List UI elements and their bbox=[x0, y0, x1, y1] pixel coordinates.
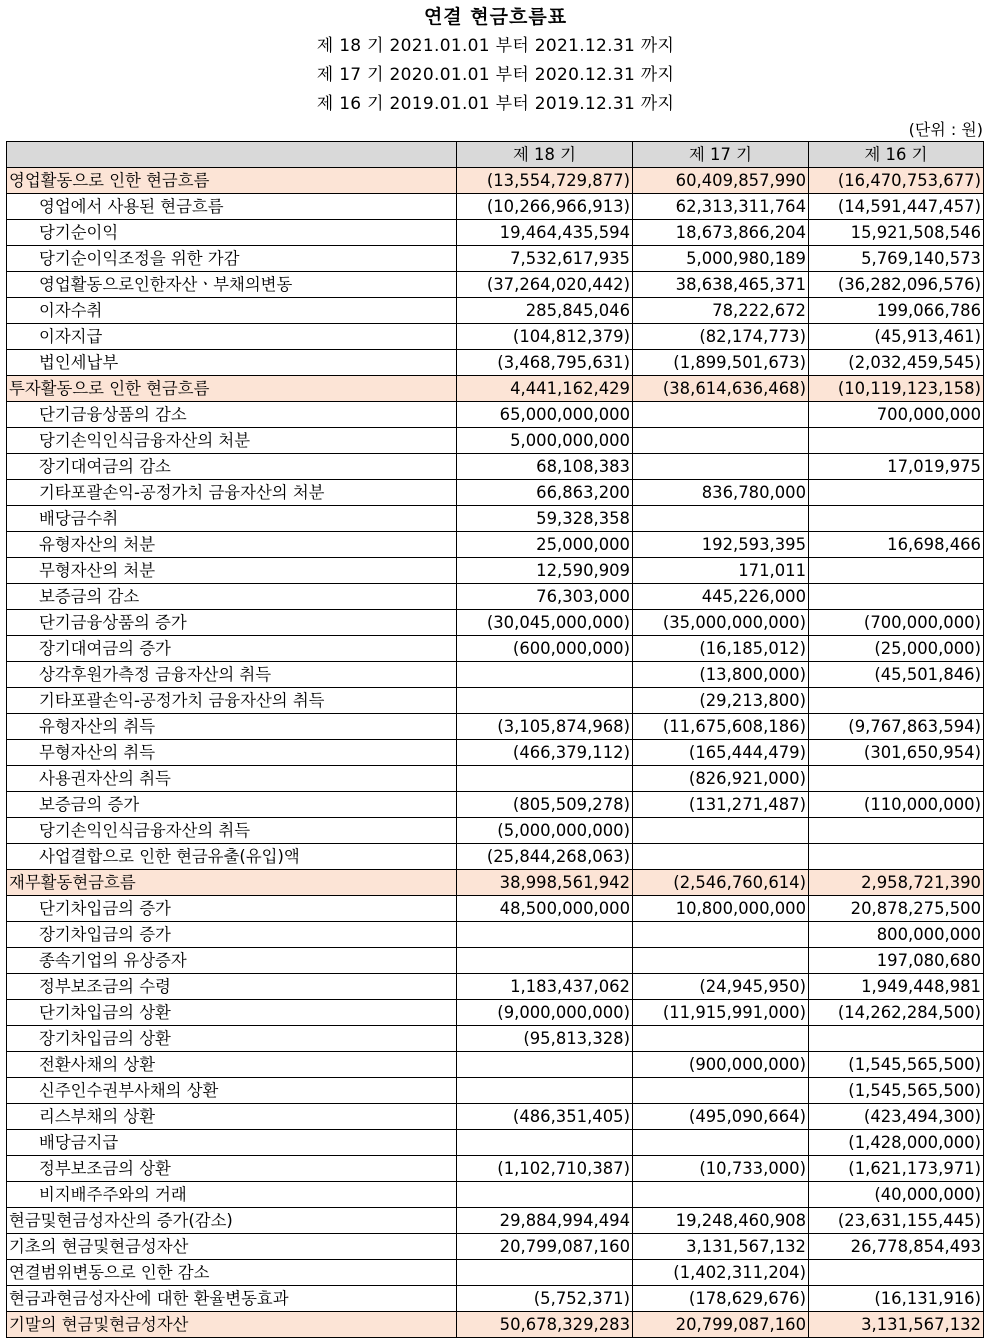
value-cell bbox=[457, 1260, 633, 1286]
value-cell: (2,032,459,545) bbox=[809, 350, 984, 376]
value-cell: 62,313,311,764 bbox=[633, 194, 809, 220]
table-row bbox=[7, 870, 984, 896]
table-row bbox=[7, 1000, 984, 1026]
value-cell bbox=[457, 1182, 633, 1208]
table-row bbox=[7, 714, 984, 740]
value-cell: (82,174,773) bbox=[633, 324, 809, 350]
value-cell bbox=[457, 766, 633, 792]
row-label: 상각후원가측정 금융자산의 취득 bbox=[7, 662, 457, 688]
value-cell: 700,000,000 bbox=[809, 402, 984, 428]
table-row bbox=[7, 1286, 984, 1312]
row-label: 이자지급 bbox=[7, 324, 457, 350]
value-cell: (16,470,753,677) bbox=[809, 168, 984, 194]
value-cell: 68,108,383 bbox=[457, 454, 633, 480]
value-cell bbox=[633, 506, 809, 532]
value-cell: 38,638,465,371 bbox=[633, 272, 809, 298]
value-cell: (131,271,487) bbox=[633, 792, 809, 818]
row-label: 재무활동현금흐름 bbox=[7, 870, 457, 896]
value-cell: (35,000,000,000) bbox=[633, 610, 809, 636]
row-label: 당기손익인식금융자산의 처분 bbox=[7, 428, 457, 454]
table-row bbox=[7, 402, 984, 428]
row-label: 보증금의 감소 bbox=[7, 584, 457, 610]
period-line-16: 제 16 기 2019.01.01 부터 2019.12.31 까지 bbox=[316, 94, 675, 114]
table-row bbox=[7, 844, 984, 870]
table-row bbox=[7, 740, 984, 766]
value-cell: 20,878,275,500 bbox=[809, 896, 984, 922]
table-row bbox=[7, 610, 984, 636]
value-cell: 3,131,567,132 bbox=[809, 1312, 984, 1338]
value-cell: 29,884,994,494 bbox=[457, 1208, 633, 1234]
value-cell: (38,614,636,468) bbox=[633, 376, 809, 402]
row-label: 장기차입금의 증가 bbox=[7, 922, 457, 948]
row-label: 사업결합으로 인한 현금유출(유입)액 bbox=[7, 844, 457, 870]
value-cell: 59,328,358 bbox=[457, 506, 633, 532]
value-cell: (3,468,795,631) bbox=[457, 350, 633, 376]
value-cell: (1,545,565,500) bbox=[809, 1078, 984, 1104]
statement-title: 연결 현금흐름표 bbox=[423, 6, 568, 28]
value-cell bbox=[457, 662, 633, 688]
value-cell bbox=[809, 480, 984, 506]
value-cell: (13,800,000) bbox=[633, 662, 809, 688]
value-cell: (466,379,112) bbox=[457, 740, 633, 766]
value-cell: (45,501,846) bbox=[809, 662, 984, 688]
value-cell: 38,998,561,942 bbox=[457, 870, 633, 896]
value-cell bbox=[633, 1026, 809, 1052]
value-cell: (37,264,020,442) bbox=[457, 272, 633, 298]
table-row bbox=[7, 1208, 984, 1234]
value-cell bbox=[633, 948, 809, 974]
row-label: 당기손익인식금융자산의 취득 bbox=[7, 818, 457, 844]
table-row bbox=[7, 1078, 984, 1104]
value-cell: 1,949,448,981 bbox=[809, 974, 984, 1000]
table-row bbox=[7, 194, 984, 220]
value-cell bbox=[809, 844, 984, 870]
value-cell: 50,678,329,283 bbox=[457, 1312, 633, 1338]
value-cell bbox=[633, 1182, 809, 1208]
value-cell bbox=[633, 1078, 809, 1104]
value-cell: (95,813,328) bbox=[457, 1026, 633, 1052]
table-row bbox=[7, 220, 984, 246]
row-label: 리스부채의 상환 bbox=[7, 1104, 457, 1130]
row-label: 정부보조금의 상환 bbox=[7, 1156, 457, 1182]
value-cell bbox=[809, 818, 984, 844]
row-label: 이자수취 bbox=[7, 298, 457, 324]
header-period-16: 제 16 기 bbox=[809, 142, 984, 168]
row-label: 연결범위변동으로 인한 감소 bbox=[7, 1260, 457, 1286]
value-cell bbox=[809, 506, 984, 532]
value-cell bbox=[809, 558, 984, 584]
value-cell: (301,650,954) bbox=[809, 740, 984, 766]
value-cell bbox=[633, 402, 809, 428]
table-row bbox=[7, 454, 984, 480]
value-cell: (14,591,447,457) bbox=[809, 194, 984, 220]
table-row bbox=[7, 246, 984, 272]
value-cell bbox=[633, 428, 809, 454]
table-row bbox=[7, 1130, 984, 1156]
value-cell: (1,621,173,971) bbox=[809, 1156, 984, 1182]
row-label: 무형자산의 취득 bbox=[7, 740, 457, 766]
table-row bbox=[7, 792, 984, 818]
row-label: 정부보조금의 수령 bbox=[7, 974, 457, 1000]
value-cell bbox=[809, 584, 984, 610]
value-cell: 20,799,087,160 bbox=[457, 1234, 633, 1260]
value-cell: 60,409,857,990 bbox=[633, 168, 809, 194]
table-row bbox=[7, 376, 984, 402]
value-cell: (2,546,760,614) bbox=[633, 870, 809, 896]
value-cell: (110,000,000) bbox=[809, 792, 984, 818]
row-label: 현금및현금성자산의 증가(감소) bbox=[7, 1208, 457, 1234]
value-cell: (5,000,000,000) bbox=[457, 818, 633, 844]
value-cell bbox=[809, 1026, 984, 1052]
value-cell: 3,131,567,132 bbox=[633, 1234, 809, 1260]
value-cell bbox=[633, 818, 809, 844]
value-cell: (495,090,664) bbox=[633, 1104, 809, 1130]
value-cell bbox=[809, 688, 984, 714]
value-cell bbox=[457, 688, 633, 714]
value-cell: (11,915,991,000) bbox=[633, 1000, 809, 1026]
table-row bbox=[7, 766, 984, 792]
row-label: 단기금융상품의 증가 bbox=[7, 610, 457, 636]
header-period-17: 제 17 기 bbox=[633, 142, 809, 168]
table-row bbox=[7, 350, 984, 376]
row-label: 장기차입금의 상환 bbox=[7, 1026, 457, 1052]
row-label: 유형자산의 처분 bbox=[7, 532, 457, 558]
row-label: 영업활동으로인한자산ㆍ부채의변동 bbox=[7, 272, 457, 298]
value-cell: 16,698,466 bbox=[809, 532, 984, 558]
value-cell: (3,105,874,968) bbox=[457, 714, 633, 740]
row-label: 당기순이익 bbox=[7, 220, 457, 246]
row-label: 기말의 현금및현금성자산 bbox=[7, 1312, 457, 1338]
value-cell bbox=[457, 1052, 633, 1078]
value-cell: (16,185,012) bbox=[633, 636, 809, 662]
row-label: 비지배주주와의 거래 bbox=[7, 1182, 457, 1208]
row-label: 종속기업의 유상증자 bbox=[7, 948, 457, 974]
value-cell: 2,958,721,390 bbox=[809, 870, 984, 896]
value-cell: 5,769,140,573 bbox=[809, 246, 984, 272]
value-cell: 78,222,672 bbox=[633, 298, 809, 324]
value-cell: (1,102,710,387) bbox=[457, 1156, 633, 1182]
row-label: 사용권자산의 취득 bbox=[7, 766, 457, 792]
table-row bbox=[7, 558, 984, 584]
row-label: 현금과현금성자산에 대한 환율변동효과 bbox=[7, 1286, 457, 1312]
row-label: 기초의 현금및현금성자산 bbox=[7, 1234, 457, 1260]
table-row bbox=[7, 1026, 984, 1052]
value-cell: 192,593,395 bbox=[633, 532, 809, 558]
value-cell bbox=[809, 766, 984, 792]
value-cell: (9,767,863,594) bbox=[809, 714, 984, 740]
value-cell: (900,000,000) bbox=[633, 1052, 809, 1078]
row-label: 단기금융상품의 감소 bbox=[7, 402, 457, 428]
period-line-17: 제 17 기 2020.01.01 부터 2020.12.31 까지 bbox=[316, 65, 675, 85]
value-cell: (178,629,676) bbox=[633, 1286, 809, 1312]
value-cell: 76,303,000 bbox=[457, 584, 633, 610]
value-cell: (25,000,000) bbox=[809, 636, 984, 662]
value-cell: 25,000,000 bbox=[457, 532, 633, 558]
value-cell bbox=[457, 922, 633, 948]
table-row bbox=[7, 636, 984, 662]
row-label: 기타포괄손익-공정가치 금융자산의 취득 bbox=[7, 688, 457, 714]
row-label: 신주인수권부사채의 상환 bbox=[7, 1078, 457, 1104]
value-cell: (1,899,501,673) bbox=[633, 350, 809, 376]
table-row bbox=[7, 168, 984, 194]
value-cell: (805,509,278) bbox=[457, 792, 633, 818]
table-row bbox=[7, 1234, 984, 1260]
header-row bbox=[7, 142, 984, 168]
value-cell: (9,000,000,000) bbox=[457, 1000, 633, 1026]
row-label: 보증금의 증가 bbox=[7, 792, 457, 818]
table-row bbox=[7, 532, 984, 558]
value-cell: 19,464,435,594 bbox=[457, 220, 633, 246]
value-cell bbox=[633, 922, 809, 948]
table-row bbox=[7, 896, 984, 922]
value-cell: (10,266,966,913) bbox=[457, 194, 633, 220]
value-cell: (486,351,405) bbox=[457, 1104, 633, 1130]
value-cell: (24,945,950) bbox=[633, 974, 809, 1000]
value-cell bbox=[457, 1078, 633, 1104]
table-row bbox=[7, 688, 984, 714]
table-row bbox=[7, 584, 984, 610]
value-cell: (13,554,729,877) bbox=[457, 168, 633, 194]
row-label: 장기대여금의 감소 bbox=[7, 454, 457, 480]
row-label: 단기차입금의 상환 bbox=[7, 1000, 457, 1026]
table-row bbox=[7, 922, 984, 948]
value-cell: 836,780,000 bbox=[633, 480, 809, 506]
table-row bbox=[7, 1260, 984, 1286]
value-cell: (14,262,284,500) bbox=[809, 1000, 984, 1026]
value-cell: 4,441,162,429 bbox=[457, 376, 633, 402]
table-row bbox=[7, 1182, 984, 1208]
value-cell: 197,080,680 bbox=[809, 948, 984, 974]
value-cell: 19,248,460,908 bbox=[633, 1208, 809, 1234]
row-label: 장기대여금의 증가 bbox=[7, 636, 457, 662]
value-cell: (1,402,311,204) bbox=[633, 1260, 809, 1286]
row-label: 배당금지급 bbox=[7, 1130, 457, 1156]
value-cell bbox=[633, 844, 809, 870]
header-label-col bbox=[7, 142, 457, 168]
value-cell: (1,545,565,500) bbox=[809, 1052, 984, 1078]
value-cell: (5,752,371) bbox=[457, 1286, 633, 1312]
value-cell: 199,066,786 bbox=[809, 298, 984, 324]
table-row bbox=[7, 298, 984, 324]
table-row bbox=[7, 948, 984, 974]
row-label: 배당금수취 bbox=[7, 506, 457, 532]
row-label: 전환사채의 상환 bbox=[7, 1052, 457, 1078]
table-row bbox=[7, 662, 984, 688]
value-cell: 65,000,000,000 bbox=[457, 402, 633, 428]
value-cell bbox=[633, 454, 809, 480]
value-cell: 20,799,087,160 bbox=[633, 1312, 809, 1338]
value-cell: 12,590,909 bbox=[457, 558, 633, 584]
table-row bbox=[7, 974, 984, 1000]
value-cell: (30,045,000,000) bbox=[457, 610, 633, 636]
value-cell: (25,844,268,063) bbox=[457, 844, 633, 870]
value-cell: (10,119,123,158) bbox=[809, 376, 984, 402]
table-row bbox=[7, 480, 984, 506]
table-row bbox=[7, 1156, 984, 1182]
row-label: 법인세납부 bbox=[7, 350, 457, 376]
value-cell: (165,444,479) bbox=[633, 740, 809, 766]
table-row bbox=[7, 1052, 984, 1078]
value-cell: (826,921,000) bbox=[633, 766, 809, 792]
value-cell bbox=[457, 1130, 633, 1156]
value-cell: (423,494,300) bbox=[809, 1104, 984, 1130]
value-cell bbox=[809, 1260, 984, 1286]
value-cell: 285,845,046 bbox=[457, 298, 633, 324]
value-cell: 66,863,200 bbox=[457, 480, 633, 506]
value-cell: 48,500,000,000 bbox=[457, 896, 633, 922]
table-row bbox=[7, 272, 984, 298]
value-cell: 18,673,866,204 bbox=[633, 220, 809, 246]
value-cell: 17,019,975 bbox=[809, 454, 984, 480]
table-row bbox=[7, 506, 984, 532]
row-label: 기타포괄손익-공정가치 금융자산의 처분 bbox=[7, 480, 457, 506]
row-label: 영업에서 사용된 현금흐름 bbox=[7, 194, 457, 220]
value-cell: (104,812,379) bbox=[457, 324, 633, 350]
header-period-18: 제 18 기 bbox=[457, 142, 633, 168]
table-row bbox=[7, 818, 984, 844]
value-cell: (40,000,000) bbox=[809, 1182, 984, 1208]
value-cell: (16,131,916) bbox=[809, 1286, 984, 1312]
value-cell bbox=[457, 948, 633, 974]
value-cell: 800,000,000 bbox=[809, 922, 984, 948]
value-cell: (36,282,096,576) bbox=[809, 272, 984, 298]
value-cell: 5,000,980,189 bbox=[633, 246, 809, 272]
row-label: 영업활동으로 인한 현금흐름 bbox=[7, 168, 457, 194]
value-cell: (700,000,000) bbox=[809, 610, 984, 636]
row-label: 무형자산의 처분 bbox=[7, 558, 457, 584]
row-label: 당기순이익조정을 위한 가감 bbox=[7, 246, 457, 272]
period-line-18: 제 18 기 2021.01.01 부터 2021.12.31 까지 bbox=[316, 36, 675, 56]
table-row bbox=[7, 428, 984, 454]
value-cell: 15,921,508,546 bbox=[809, 220, 984, 246]
table-row bbox=[7, 1104, 984, 1130]
unit-label: (단위 : 원) bbox=[908, 120, 983, 139]
value-cell: (600,000,000) bbox=[457, 636, 633, 662]
value-cell: 5,000,000,000 bbox=[457, 428, 633, 454]
value-cell: (11,675,608,186) bbox=[633, 714, 809, 740]
row-label: 단기차입금의 증가 bbox=[7, 896, 457, 922]
value-cell: (1,428,000,000) bbox=[809, 1130, 984, 1156]
value-cell: 1,183,437,062 bbox=[457, 974, 633, 1000]
value-cell: 7,532,617,935 bbox=[457, 246, 633, 272]
value-cell: 445,226,000 bbox=[633, 584, 809, 610]
value-cell: (29,213,800) bbox=[633, 688, 809, 714]
row-label: 유형자산의 취득 bbox=[7, 714, 457, 740]
table-row bbox=[7, 324, 984, 350]
table-row bbox=[7, 1312, 984, 1338]
value-cell: 10,800,000,000 bbox=[633, 896, 809, 922]
value-cell: (45,913,461) bbox=[809, 324, 984, 350]
row-label: 투자활동으로 인한 현금흐름 bbox=[7, 376, 457, 402]
value-cell: 26,778,854,493 bbox=[809, 1234, 984, 1260]
cash-flow-table bbox=[6, 141, 984, 1338]
value-cell bbox=[809, 428, 984, 454]
value-cell: (23,631,155,445) bbox=[809, 1208, 984, 1234]
value-cell: 171,011 bbox=[633, 558, 809, 584]
value-cell bbox=[633, 1130, 809, 1156]
value-cell: (10,733,000) bbox=[633, 1156, 809, 1182]
